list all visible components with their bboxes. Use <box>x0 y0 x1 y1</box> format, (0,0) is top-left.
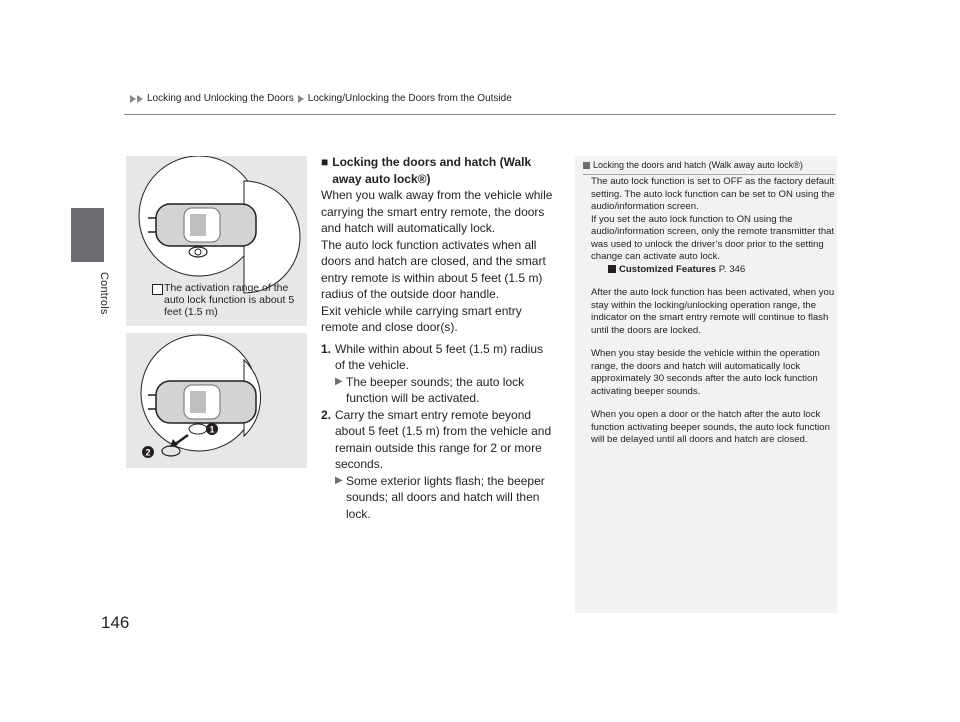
side-note-panel <box>575 156 837 613</box>
cross-reference-link[interactable] <box>591 264 837 277</box>
breadcrumb-separator-icon <box>298 95 304 103</box>
intro-paragraph: When you walk away from the vehicle while carrying the smart entry remote, the doors and hatch will automatically lock. <box>321 188 553 235</box>
callout-2-label: 2 <box>145 447 151 458</box>
header-rule <box>124 114 836 115</box>
side-note-p2: After the auto lock function has been activated, when you stay within the locking/unlocking operation range, the indicator on the smart entry remote will continue to flash until the doors are locked. <box>591 287 835 336</box>
step-2-result-text: Some exterior lights flash; the beeper sounds; all doors and hatch will then lock. <box>346 473 545 521</box>
car-icon <box>148 204 256 246</box>
note-icon <box>583 162 590 169</box>
result-arrow-icon: ▶ <box>335 375 343 387</box>
result-arrow-icon: ▶ <box>335 474 343 486</box>
breadcrumb <box>130 93 512 104</box>
step-1-result <box>335 374 553 407</box>
paragraph-2: The auto lock function activates when all doors and hatch are closed, and the smart entry remote is within about 5 feet (1.5 m) radius of the outside door handle. <box>321 237 546 301</box>
walk-away-illustration <box>126 333 307 468</box>
section-title-text: Locking the doors and hatch (Walk away auto lock®) <box>332 155 532 186</box>
side-note-p4: When you open a door or the hatch after the auto lock function activating beeper sounds, the auto lock function will be delayed until all doors and hatch are closed. <box>591 409 830 445</box>
sidebar-tab <box>71 208 104 262</box>
breadcrumb-arrow-icon <box>130 95 143 103</box>
xref-label: Customized Features <box>619 263 717 275</box>
side-note-heading <box>583 160 803 170</box>
section-bullet-icon: ■ <box>321 155 329 169</box>
sidebar-section-label: Controls <box>98 272 110 315</box>
side-note-rule <box>583 174 835 175</box>
section-title <box>321 154 553 187</box>
side-note-p3: When you stay beside the vehicle within the operation range, the doors and hatch will automatically lock approximately 30 seconds after the auto lock function activating beeper sounds. <box>591 348 820 397</box>
step-1-result-text: The beeper sounds; the auto lock function will be activated. <box>346 374 525 405</box>
reference-icon <box>608 265 616 273</box>
figure-walk-away <box>126 333 307 468</box>
main-content <box>321 154 553 522</box>
step-1 <box>321 341 553 374</box>
step-2 <box>321 407 553 473</box>
figure-caption: The activation range of the auto lock function is about 5 feet (1.5 m) <box>164 282 295 318</box>
figure-activation-range <box>126 156 307 326</box>
step-2-number: 2. <box>321 407 332 422</box>
breadcrumb-part-2: Locking/Unlocking the Doors from the Outside <box>307 93 512 104</box>
breadcrumb-part-1: Locking and Unlocking the Doors <box>147 93 294 104</box>
car-icon <box>148 381 256 423</box>
callout-1-label: 1 <box>209 424 215 435</box>
range-legend-swatch <box>152 284 163 295</box>
side-note-p1: The auto lock function is set to OFF as the factory default setting. The auto lock function can be set to ON using the audio/information screen. <box>591 176 835 212</box>
page-number: 146 <box>101 613 130 632</box>
paragraph-3: Exit vehicle while carrying smart entry remote and close door(s). <box>321 303 522 334</box>
side-note-body <box>591 176 837 458</box>
step-2-result <box>335 473 553 523</box>
step-2-text: Carry the smart entry remote beyond about 5 feet (1.5 m) from the vehicle and remain outside this range for 2 or more seconds. <box>335 407 552 471</box>
side-note-heading-text: Locking the doors and hatch (Walk away auto lock®) <box>593 160 803 170</box>
step-1-number: 1. <box>321 341 332 356</box>
step-1-text: While within about 5 feet (1.5 m) radius of the vehicle. <box>335 341 544 372</box>
xref-page: P. 346 <box>718 263 746 275</box>
side-note-p1b: If you set the auto lock function to ON using the audio/information screen, only the remote transmitter that was used to unlock the driver’s door prior to the setting change can activate auto lock. <box>591 213 835 262</box>
